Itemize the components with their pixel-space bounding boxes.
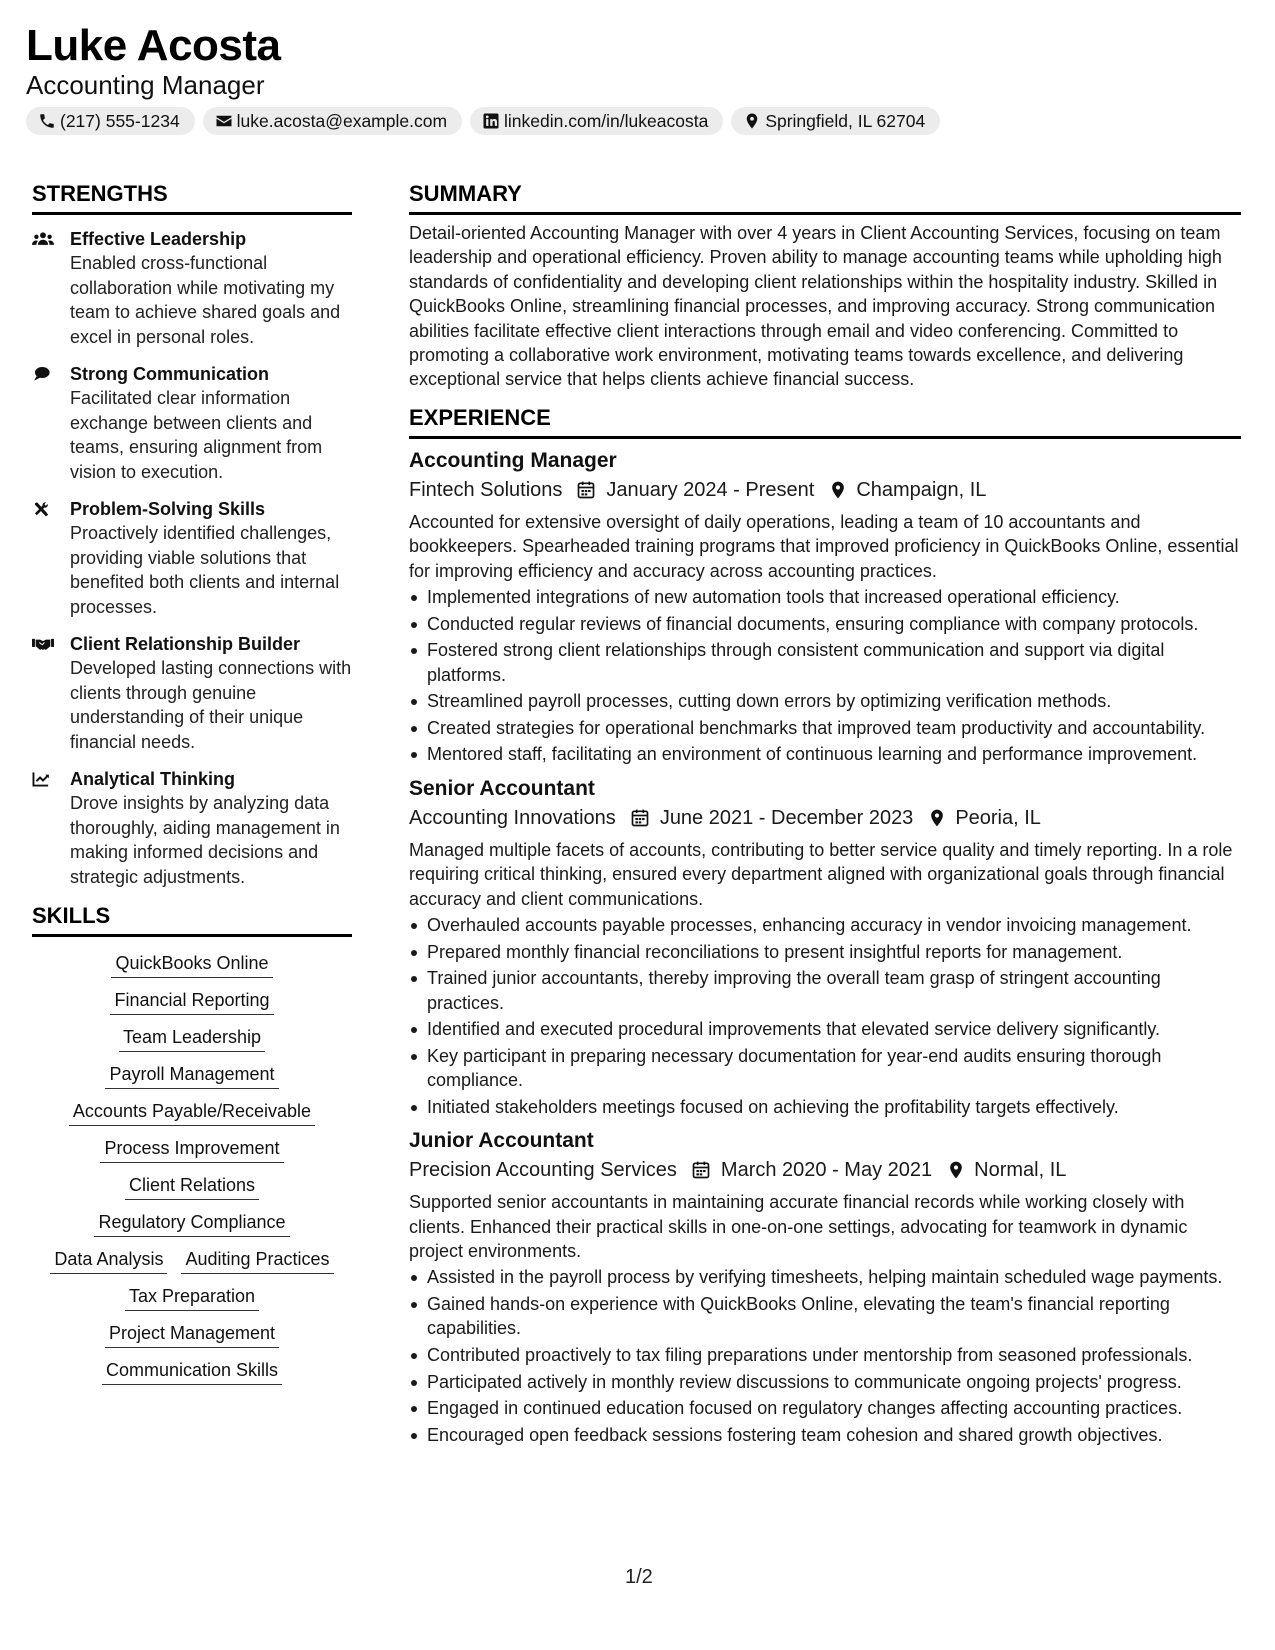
bullet-item: Implemented integrations of new automation tools that increased operational efficiency. [409, 585, 1241, 609]
skill-tag: Team Leadership [119, 1027, 265, 1052]
skill-tag: QuickBooks Online [111, 953, 272, 978]
bullet-item: Participated actively in monthly review discussions to communicate ongoing projects' progress. [409, 1370, 1241, 1394]
bullet-item: Initiated stakeholders meetings focused on achieving the profitability targets effectively. [409, 1095, 1241, 1119]
left-column [32, 180, 352, 1382]
strength-desc: Developed lasting connections with clients through genuine understanding of their unique financial needs. [70, 658, 352, 752]
skill-tag: Communication Skills [102, 1360, 282, 1385]
summary-text: Detail-oriented Accounting Manager with over 4 years in Client Accounting Services, focusing on team leadership and operational efficiency. Proven ability to manage accounting teams while upholding high standards of confidentiality and developing client relationships within the hospitality industry. Skilled in QuickBooks Online, streamlining financial processes, and improving accuracy. Strong communication abilities facilitate effective client interactions through email and video conferencing. Committed to promoting a collaborative work environment, motivating teams towards excellence, and delivering exceptional service that helps clients achieve financial success. [409, 223, 1222, 390]
bullet-item: Fostered strong client relationships through consistent communication and support via digital platforms. [409, 638, 1241, 687]
candidate-name: Luke Acosta [26, 21, 281, 70]
skill-tag: Accounts Payable/Receivable [69, 1101, 315, 1126]
job-entry [409, 775, 1241, 1119]
contact-location[interactable] [731, 107, 940, 135]
phone-icon [38, 112, 56, 130]
speech-bubble-icon [32, 365, 54, 383]
strength-desc: Facilitated clear information exchange between clients and teams, ensuring alignment from vision to execution. [70, 388, 323, 482]
bullet-item: Prepared monthly financial reconciliations to present insightful reports for management. [409, 940, 1241, 964]
bullet-item: Streamlined payroll processes, cutting down errors by optimizing verification methods. [409, 689, 1241, 713]
strength-item [32, 632, 352, 754]
location-text: Springfield, IL 62704 [765, 110, 926, 131]
page-number: 1/2 [625, 1566, 653, 1588]
calendar-icon [630, 808, 650, 828]
job-description: Supported senior accountants in maintaining accurate financial records while working closely with clients. Enhanced their practical skills in one-on-one settings, advocating for teamwork in dynamic project environments. [409, 1192, 1188, 1262]
skill-tag: Financial Reporting [110, 990, 273, 1015]
skill-tag: Process Improvement [100, 1138, 283, 1163]
strengths-heading: STRENGTHS [32, 180, 352, 215]
bullet-item: Engaged in continued education focused on regulatory changes affecting accounting practices. [409, 1396, 1241, 1420]
contact-email[interactable] [203, 107, 462, 135]
email-text: luke.acosta@example.com [236, 110, 448, 131]
strength-desc: Proactively identified challenges, providing viable solutions that benefited both clients and internal processes. [70, 523, 340, 617]
phone-text: (217) 555-1234 [60, 110, 180, 131]
job-title: Junior Accountant [409, 1129, 594, 1153]
strengths-list [32, 227, 352, 889]
users-icon [32, 230, 54, 248]
skill-tag: Tax Preparation [125, 1286, 259, 1311]
job-meta [409, 804, 1241, 832]
skills-heading: SKILLS [32, 902, 352, 937]
linkedin-text: linkedin.com/in/lukeacosta [504, 110, 709, 131]
job-company: Accounting Innovations [409, 806, 616, 829]
skill-tag: Project Management [105, 1323, 279, 1348]
job-bullets [409, 913, 1241, 1119]
strength-title: Strong Communication [70, 364, 269, 384]
strength-desc: Drove insights by analyzing data thoroughly, aiding management in making informed decisions and strategic adjustments. [70, 793, 340, 887]
job-location: Champaign, IL [856, 478, 987, 501]
calendar-icon [691, 1160, 711, 1180]
bullet-item: Gained hands-on experience with QuickBooks Online, elevating the team's financial reporting capabilities. [409, 1292, 1241, 1341]
bullet-item: Overhauled accounts payable processes, enhancing accuracy in vendor invoicing management. [409, 913, 1241, 937]
bullet-item: Conducted regular reviews of financial documents, ensuring compliance with company protocols. [409, 612, 1241, 636]
contact-bar [26, 107, 1246, 135]
bullet-item: Encouraged open feedback sessions fostering team cohesion and shared growth objectives. [409, 1423, 1241, 1447]
job-entry [409, 447, 1241, 767]
job-meta [409, 1156, 1241, 1184]
bullet-item: Assisted in the payroll process by verifying timesheets, helping maintain scheduled wage payments. [409, 1265, 1241, 1289]
strength-title: Problem-Solving Skills [70, 499, 266, 519]
job-entry [409, 1127, 1241, 1447]
strength-item [32, 227, 352, 349]
job-dates: January 2024 - Present [606, 478, 815, 501]
map-pin-icon [743, 112, 761, 130]
contact-phone[interactable] [26, 107, 195, 135]
bullet-item: Created strategies for operational benchmarks that improved team productivity and accountability. [409, 716, 1241, 740]
handshake-icon [32, 635, 54, 653]
experience-heading: EXPERIENCE [409, 404, 1241, 439]
job-company: Fintech Solutions [409, 478, 563, 501]
bullet-item: Contributed proactively to tax filing preparations under mentorship from seasoned professionals. [409, 1343, 1241, 1367]
linkedin-icon [482, 112, 500, 130]
job-location: Peoria, IL [955, 806, 1041, 829]
job-bullets [409, 1265, 1241, 1447]
job-description: Accounted for extensive oversight of daily operations, leading a team of 10 accountants and bookkeepers. Spearheaded training programs that improved proficiency in QuickBooks Online, essential for improving efficiency and accuracy across accounting practices. [409, 511, 1239, 581]
line-chart-icon [32, 770, 54, 788]
skills-list [32, 951, 352, 1382]
strength-title: Effective Leadership [70, 229, 247, 249]
job-title: Accounting Manager [409, 448, 617, 472]
job-title: Senior Accountant [409, 776, 595, 800]
skill-tag: Auditing Practices [181, 1249, 333, 1274]
tools-icon [32, 500, 54, 518]
envelope-icon [215, 112, 233, 130]
map-pin-icon [927, 808, 947, 828]
calendar-icon [576, 480, 596, 500]
job-meta [409, 476, 1241, 504]
bullet-item: Trained junior accountants, thereby improving the overall team grasp of stringent accounting practices. [409, 966, 1241, 1015]
strength-item [32, 362, 352, 484]
job-description: Managed multiple facets of accounts, contributing to better service quality and timely reporting. In a role requiring critical thinking, ensured every department aligned with organizational goals through financial accuracy and client communications. [409, 839, 1233, 909]
job-dates: March 2020 - May 2021 [720, 1159, 933, 1182]
bullet-item: Mentored staff, facilitating an environment of continuous learning and performance improvement. [409, 742, 1241, 766]
job-location: Normal, IL [974, 1159, 1067, 1182]
skill-tag: Client Relations [125, 1175, 259, 1200]
strength-item [32, 767, 352, 889]
resume-header [26, 20, 1246, 135]
candidate-role: Accounting Manager [26, 70, 265, 100]
contact-linkedin[interactable] [470, 107, 723, 135]
strength-title: Client Relationship Builder [70, 634, 301, 654]
strength-desc: Enabled cross-functional collaboration while motivating my team to achieve shared goals and excel in personal roles. [70, 253, 341, 347]
job-dates: June 2021 - December 2023 [659, 806, 914, 829]
job-company: Precision Accounting Services [409, 1159, 677, 1182]
strength-item [32, 497, 352, 619]
skill-tag: Payroll Management [105, 1064, 278, 1089]
bullet-item: Identified and executed procedural improvements that elevated service delivery significantly. [409, 1017, 1241, 1041]
map-pin-icon [828, 480, 848, 500]
skill-tag: Regulatory Compliance [94, 1212, 289, 1237]
bullet-item: Key participant in preparing necessary documentation for year-end audits ensuring thorough compliance. [409, 1044, 1241, 1093]
skill-tag: Data Analysis [50, 1249, 167, 1274]
map-pin-icon [946, 1160, 966, 1180]
right-column [409, 180, 1241, 1449]
summary-heading: SUMMARY [409, 180, 1241, 215]
strength-title: Analytical Thinking [70, 769, 236, 789]
job-bullets [409, 585, 1241, 767]
